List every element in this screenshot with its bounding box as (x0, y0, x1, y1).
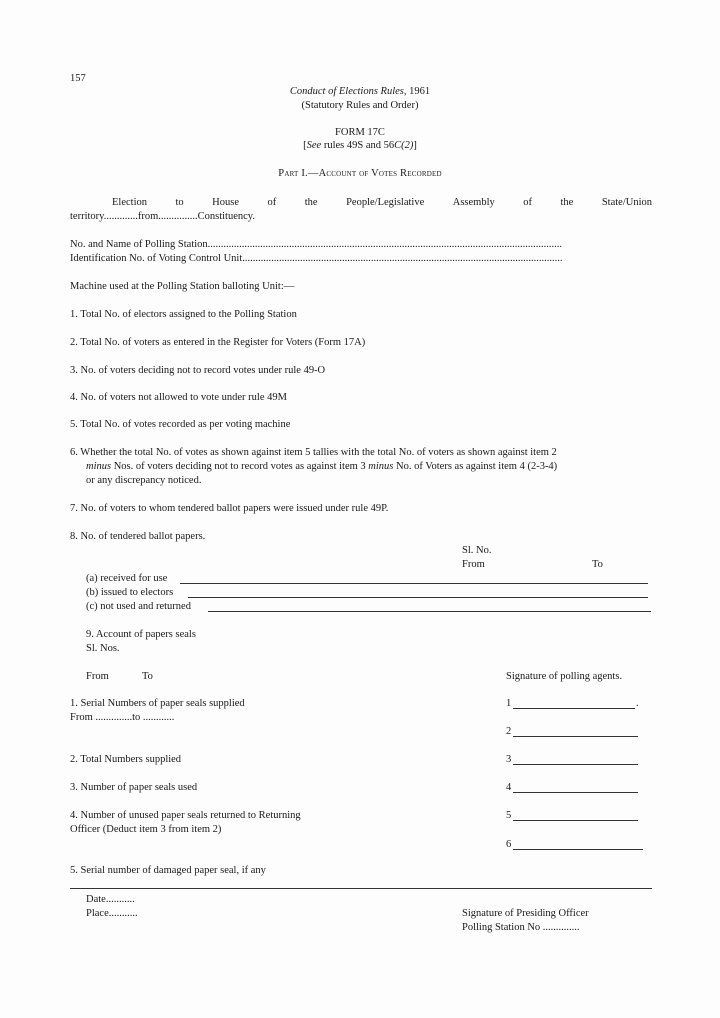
seals-heading: 9. Account of papers seals (86, 629, 196, 640)
agent-5-signature[interactable] (513, 820, 638, 821)
rules-title (0, 85, 720, 98)
form-title: FORM 17C (335, 127, 385, 138)
footer-divider (70, 888, 652, 889)
agent-4-number: 4 (506, 782, 512, 793)
date-field[interactable]: Date........... (86, 894, 135, 905)
item-2: 2. Total No. of voters as entered in the Register for Voters (Form 17A) (70, 337, 366, 348)
item-6-text: No. of Voters as against item 4 (2-3-4) (393, 461, 558, 472)
item-6-line-3: or any discrepancy noticed. (86, 475, 202, 486)
item-4: 4. No. of voters not allowed to vote under rule 49M (70, 392, 287, 403)
election-word: to (175, 197, 184, 208)
issued-field[interactable] (188, 597, 648, 598)
minus-word: minus (86, 461, 112, 472)
seal-item-1-range: From ..............to ............ (70, 712, 175, 723)
election-line-2: territory.............from...............Constituency. (70, 211, 255, 222)
election-word: the (560, 197, 574, 208)
seals-sl-nos: Sl. Nos. (86, 643, 120, 654)
seals-from: From (86, 671, 109, 682)
minus-word: minus (368, 461, 394, 472)
agent-2-number: 2 (506, 726, 512, 737)
presiding-officer-signature: Signature of Presiding Officer (462, 908, 589, 919)
election-word: of (267, 197, 277, 208)
not-used-field[interactable] (208, 611, 651, 612)
seal-item-5: 5. Serial number of damaged paper seal, if any (70, 865, 266, 876)
rules-year: 1961 (406, 86, 431, 97)
not-used-label: (c) not used and returned (86, 601, 191, 612)
item-5: 5. Total No. of votes recorded as per voting machine (70, 419, 291, 430)
received-field[interactable] (180, 583, 648, 584)
see-close: ] (413, 140, 417, 151)
seal-item-3: 3. Number of paper seals used (70, 782, 198, 793)
to-label: To (592, 559, 603, 570)
rules-subtitle: (Statutory Rules and Order) (301, 100, 419, 111)
election-word: Election (112, 197, 147, 208)
election-line (112, 196, 652, 209)
agent-3-signature[interactable] (513, 764, 638, 765)
agent-1-signature[interactable] (513, 708, 635, 709)
rules-title-text: Conduct of Elections Rules, (289, 86, 407, 97)
item-6-line-1: 6. Whether the total No. of votes as shown against item 5 tallies with the total No. of voters as shown against item 2 (70, 447, 557, 458)
page-number: 157 (70, 73, 86, 84)
see-rules (0, 139, 720, 152)
item-8: 8. No. of tendered ballot papers. (70, 531, 206, 542)
voting-control-unit-field[interactable]: Identification No. of Voting Control Unit.......................................................................................................................... (70, 253, 563, 264)
seal-item-4-line-1: 4. Number of unused paper seals returned to Returning (70, 810, 301, 821)
agent-6-number: 6 (506, 839, 512, 850)
election-word: People/Legislative (346, 197, 425, 208)
part-heading: Part I.—Account of Votes Recorded (278, 168, 442, 179)
sl-no-label: Sl. No. (462, 545, 492, 556)
see-ref: C(2) (394, 140, 414, 151)
election-word: Assembly (452, 197, 495, 208)
seal-item-2: 2. Total Numbers supplied (70, 754, 182, 765)
agent-3-number: 3 (506, 754, 512, 765)
agent-1-suffix: . (636, 698, 639, 709)
item-1: 1. Total No. of electors assigned to the Polling Station (70, 309, 297, 320)
machine-label: Machine used at the Polling Station balloting Unit:— (70, 281, 295, 292)
seals-to: To (142, 671, 153, 682)
election-word: State/Union (601, 197, 652, 208)
received-label: (a) received for use (86, 573, 168, 584)
agent-2-signature[interactable] (513, 736, 638, 737)
agent-5-number: 5 (506, 810, 512, 821)
see-open: [ (303, 140, 307, 151)
item-6-line-2 (86, 460, 557, 473)
agent-6-signature[interactable] (513, 849, 643, 850)
see-word: See (306, 140, 322, 151)
item-7: 7. No. of voters to whom tendered ballot papers were issued under rule 49P. (70, 503, 389, 514)
seal-item-1: 1. Serial Numbers of paper seals supplied (70, 698, 245, 709)
signature-agents-heading: Signature of polling agents. (506, 671, 623, 682)
election-word: House (212, 197, 240, 208)
election-word: of (523, 197, 532, 208)
item-6-text: Nos. of voters deciding not to record votes as against item 3 (111, 461, 369, 472)
place-field[interactable]: Place........... (86, 908, 138, 919)
see-rules-text: rules 49S and 56 (321, 140, 395, 151)
agent-4-signature[interactable] (513, 792, 638, 793)
item-3: 3. No. of voters deciding not to record votes under rule 49-O (70, 365, 326, 376)
seal-item-4-line-2: Officer (Deduct item 3 from item 2) (70, 824, 222, 835)
polling-station-no[interactable]: Polling Station No .............. (462, 922, 580, 933)
polling-station-field[interactable]: No. and Name of Polling Station....................................................................................................................................... (70, 239, 563, 250)
issued-label: (b) issued to electors (86, 587, 174, 598)
election-word: the (304, 197, 318, 208)
from-label: From (462, 559, 485, 570)
agent-1-number: 1 (506, 698, 512, 709)
